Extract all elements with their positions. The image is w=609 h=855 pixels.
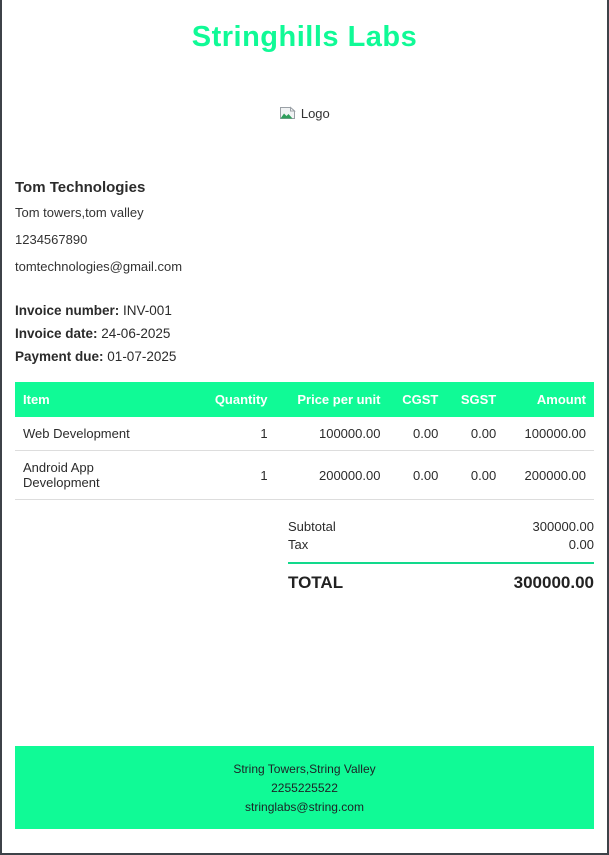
client-block — [15, 179, 594, 277]
subtotal-tax-group — [288, 518, 594, 564]
subtotal-row — [288, 518, 594, 536]
client-email: tomtechnologies@gmail.com — [15, 259, 183, 275]
table-header-cell: SGST — [446, 382, 504, 417]
total-row — [288, 573, 594, 593]
table-cell: 0.00 — [388, 417, 446, 451]
table-cell: 0.00 — [446, 451, 504, 500]
table-cell: 200000.00 — [504, 451, 594, 500]
footer-phone: 2255225522 — [271, 781, 338, 796]
invoice-date-value: 24-06-2025 — [101, 326, 171, 342]
line-items-table — [15, 382, 594, 500]
client-name: Tom Technologies — [15, 179, 146, 197]
logo-placeholder — [15, 106, 594, 123]
total-value: 300000.00 — [513, 573, 594, 593]
footer-email: stringlabs@string.com — [245, 800, 364, 815]
invoice-number-line — [15, 299, 594, 322]
footer — [15, 746, 594, 829]
tax-label: Tax — [288, 537, 309, 553]
subtotal-label: Subtotal — [288, 519, 336, 535]
table-header-cell: Item — [15, 382, 177, 417]
table-header-cell: Quantity — [177, 382, 275, 417]
invoice-date-line — [15, 322, 594, 345]
invoice-date-label: Invoice date: — [15, 326, 98, 342]
client-phone: 1234567890 — [15, 232, 88, 248]
tax-row — [288, 536, 594, 554]
table-row — [15, 451, 594, 500]
table-cell: Android App Development — [15, 451, 177, 500]
payment-due-line — [15, 345, 594, 368]
invoice-number-label: Invoice number: — [15, 303, 120, 319]
table-cell: 200000.00 — [276, 451, 389, 500]
subtotal-value: 300000.00 — [532, 519, 594, 535]
table-cell: 0.00 — [388, 451, 446, 500]
client-address: Tom towers,tom valley — [15, 205, 144, 221]
company-title: Stringhills Labs — [191, 21, 418, 53]
table-row — [15, 417, 594, 451]
logo-alt-text: Logo — [300, 106, 330, 121]
table-header-cell: Amount — [504, 382, 594, 417]
table-cell: Web Development — [15, 417, 177, 451]
table-header — [15, 382, 594, 417]
table-body — [15, 417, 594, 500]
table-header-cell: CGST — [388, 382, 446, 417]
table-cell: 100000.00 — [276, 417, 389, 451]
table-header-row — [15, 382, 594, 417]
table-cell: 0.00 — [446, 417, 504, 451]
payment-due-value: 01-07-2025 — [107, 349, 177, 365]
invoice-number-value: INV-001 — [123, 303, 172, 319]
table-cell: 100000.00 — [504, 417, 594, 451]
totals-summary — [288, 518, 594, 593]
table-cell: 1 — [177, 451, 275, 500]
payment-due-label: Payment due: — [15, 349, 104, 365]
footer-address: String Towers,String Valley — [233, 762, 376, 777]
invoice-meta-block — [15, 299, 594, 368]
table-header-cell: Price per unit — [276, 382, 389, 417]
total-label: TOTAL — [288, 573, 344, 593]
tax-value: 0.00 — [568, 537, 594, 553]
invoice-content — [2, 21, 607, 829]
broken-image-icon — [279, 108, 300, 123]
table-cell: 1 — [177, 417, 275, 451]
